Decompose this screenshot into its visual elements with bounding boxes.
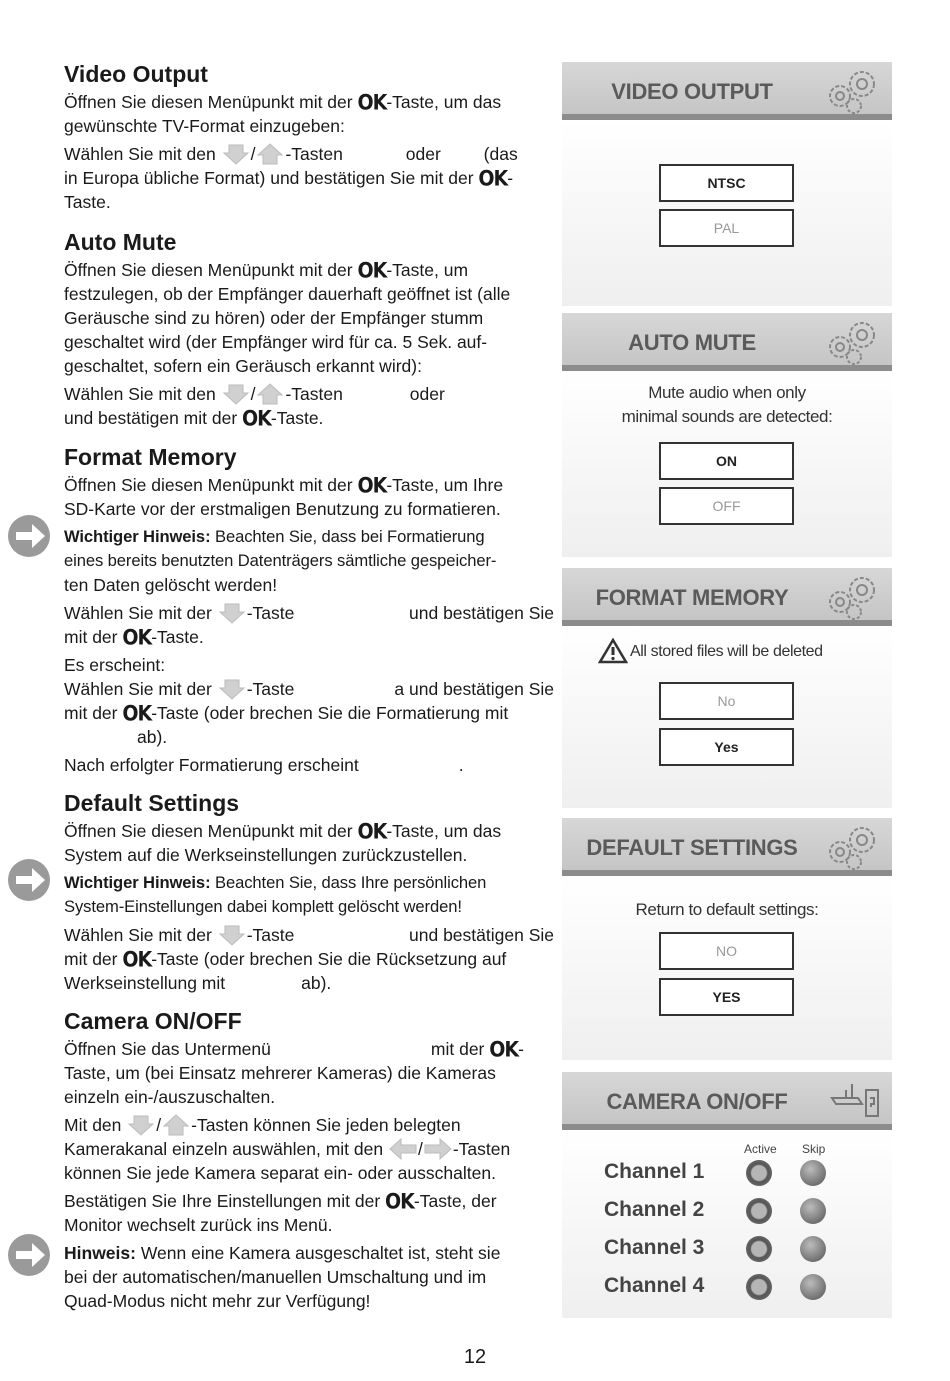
active-radio[interactable] (746, 1236, 772, 1262)
down-arrow-key-icon (126, 1114, 156, 1136)
panel-body: All stored files will be deleted No Yes (562, 626, 892, 808)
option-pal[interactable]: PAL (659, 209, 794, 247)
channel-label: Channel 2 (604, 1198, 705, 1221)
page-number: 12 (463, 1346, 487, 1368)
option-no[interactable]: NO (659, 932, 794, 970)
panel-default-settings (562, 818, 892, 1060)
section-title: Format Memory (64, 444, 237, 470)
down-arrow-key-icon (221, 143, 251, 165)
down-arrow-key-icon (217, 678, 247, 700)
up-arrow-key-icon (255, 143, 285, 165)
option-yes[interactable]: YES (659, 978, 794, 1016)
section-video-output: Video Output Öffnen Sie diesen Menüpunkt mit der OK-Taste, um das gewünschte TV-Format einzugeben: Wählen Sie mit den / -Tasten oder (das in Europa übliche Format) und bestätigen Sie mit der OK- Taste. (64, 60, 554, 214)
gears-icon (822, 572, 884, 622)
option-on[interactable]: ON (659, 442, 794, 480)
panel-header: FORMAT MEMORY (562, 568, 892, 626)
section-camera-on-off: Camera ON/OFF Öffnen Sie das Untermenü mit der OK- Taste, um (bei Einsatz mehrerer Kameras) die Kameras einzeln ein-/auszuschalten. Mit den / -Tasten können Sie jeden belegten Kamerakanal einzeln auswählen, mit den / -Tasten können Sie jede Kamera separat ein- oder ausschalten. Bestätigen Sie Ihre Einstellungen mit der OK-Taste, der Monitor wechselt zurück ins Menü. Hinweis: Wenn eine Kamera ausgeschaltet ist, steht sie bei der automatischen/manuellen Umschaltung und im Quad-Modus nicht mehr zur Verfügung! (64, 1007, 554, 1313)
section-title: Default Settings (64, 790, 240, 816)
section-format-memory: Format Memory Öffnen Sie diesen Menüpunkt mit der OK-Taste, um Ihre SD-Karte vor der erstmaligen Benutzung zu formatieren. Wichtiger Hinweis: Beachten Sie, dass bei Formatierung eines bereits benutzten Datenträgers sämtliche gespeicher- ten Daten gelöscht werden! Wählen Sie mit der -Taste und bestätigen Sie mit der OK-Taste. Es erscheint: Wählen Sie mit der -Taste a und bestätigen Sie mit der OK-Taste (oder brechen Sie die Formatierung mit ab). Nach erfolgter Formatierung erscheint . (64, 444, 554, 775)
up-arrow-key-icon (161, 1114, 191, 1136)
ok-key-icon: OK (357, 473, 387, 499)
gears-icon (822, 317, 884, 367)
gears-icon (822, 66, 884, 116)
section-title: Camera ON/OFF (64, 1008, 242, 1034)
ok-key-icon: OK (489, 1037, 519, 1063)
panel-body (562, 120, 892, 306)
ok-key-icon: OK (357, 90, 387, 116)
skip-radio[interactable] (800, 1274, 826, 1300)
skip-radio[interactable] (800, 1160, 826, 1186)
panel-header: DEFAULT SETTINGS (562, 818, 892, 876)
panel-body: Mute audio when only minimal sounds are detected: ON OFF (562, 371, 892, 557)
active-radio[interactable] (746, 1198, 772, 1224)
option-no[interactable]: No (659, 682, 794, 720)
panel-header: VIDEO OUTPUT (562, 62, 892, 120)
section-auto-mute: Auto Mute Öffnen Sie diesen Menüpunkt mit der OK-Taste, um festzulegen, ob der Empfänger dauerhaft geöffnet ist (alle Geräusche sind zu hören) oder der Empfänger stumm geschaltet wird (der Empfänger wird für ca. 5 Sek. auf- geschaltet, sofern ein Geräusch erkannt wird): Wählen Sie mit den / -Tasten oder und bestätigen mit der OK-Taste. (64, 228, 554, 430)
note-arrow-icon (6, 857, 52, 903)
panel-auto-mute (562, 313, 892, 557)
warning-icon (598, 638, 628, 664)
ok-key-icon: OK (122, 947, 152, 973)
panel-header: AUTO MUTE (562, 313, 892, 371)
channel-label: Channel 1 (604, 1160, 705, 1183)
note-arrow-icon (6, 1232, 52, 1278)
note-arrow-icon (6, 513, 52, 559)
down-arrow-key-icon (217, 924, 247, 946)
option-ntsc[interactable]: NTSC (659, 164, 794, 202)
panel-body: Active Skip Channel 1 Channel 2 Channel 3 Channel 4 (562, 1130, 892, 1318)
ok-key-icon: OK (122, 625, 152, 651)
channel-label: Channel 4 (604, 1274, 705, 1297)
panel-camera-on-off (562, 1072, 892, 1318)
ok-key-icon: OK (357, 819, 387, 845)
section-title: Auto Mute (64, 229, 177, 255)
ok-key-icon: OK (478, 166, 508, 192)
ok-key-icon: OK (385, 1189, 414, 1215)
left-arrow-key-icon (388, 1138, 418, 1160)
panel-video-output (562, 62, 892, 306)
ok-key-icon: OK (242, 406, 271, 432)
panel-format-memory (562, 568, 892, 808)
option-yes[interactable]: Yes (659, 728, 794, 766)
option-off[interactable]: OFF (659, 487, 794, 525)
panel-header: CAMERA ON/OFF (562, 1072, 892, 1130)
section-title: Video Output (64, 61, 208, 87)
right-arrow-key-icon (423, 1138, 453, 1160)
ok-key-icon: OK (357, 258, 387, 284)
panel-body: Return to default settings: NO YES (562, 876, 892, 1060)
up-arrow-key-icon (255, 383, 285, 405)
skip-radio[interactable] (800, 1236, 826, 1262)
skip-radio[interactable] (800, 1198, 826, 1224)
section-default-settings: Default Settings Öffnen Sie diesen Menüpunkt mit der OK-Taste, um das System auf die Werkseinstellungen zurückzustellen. Wichtiger Hinweis: Beachten Sie, dass Ihre persönlichen System-Einstellungen dabei komplett gelöscht werden! Wählen Sie mit der -Taste und bestätigen Sie mit der OK-Taste (oder brechen Sie die Rücksetzung auf Werkseinstellung mit ab). (64, 790, 554, 993)
ok-key-icon: OK (122, 701, 152, 727)
down-arrow-key-icon (221, 383, 251, 405)
down-arrow-key-icon (217, 602, 247, 624)
camera-icon (822, 1076, 884, 1126)
gears-icon (822, 822, 884, 872)
channel-label: Channel 3 (604, 1236, 705, 1259)
active-radio[interactable] (746, 1160, 772, 1186)
active-radio[interactable] (746, 1274, 772, 1300)
